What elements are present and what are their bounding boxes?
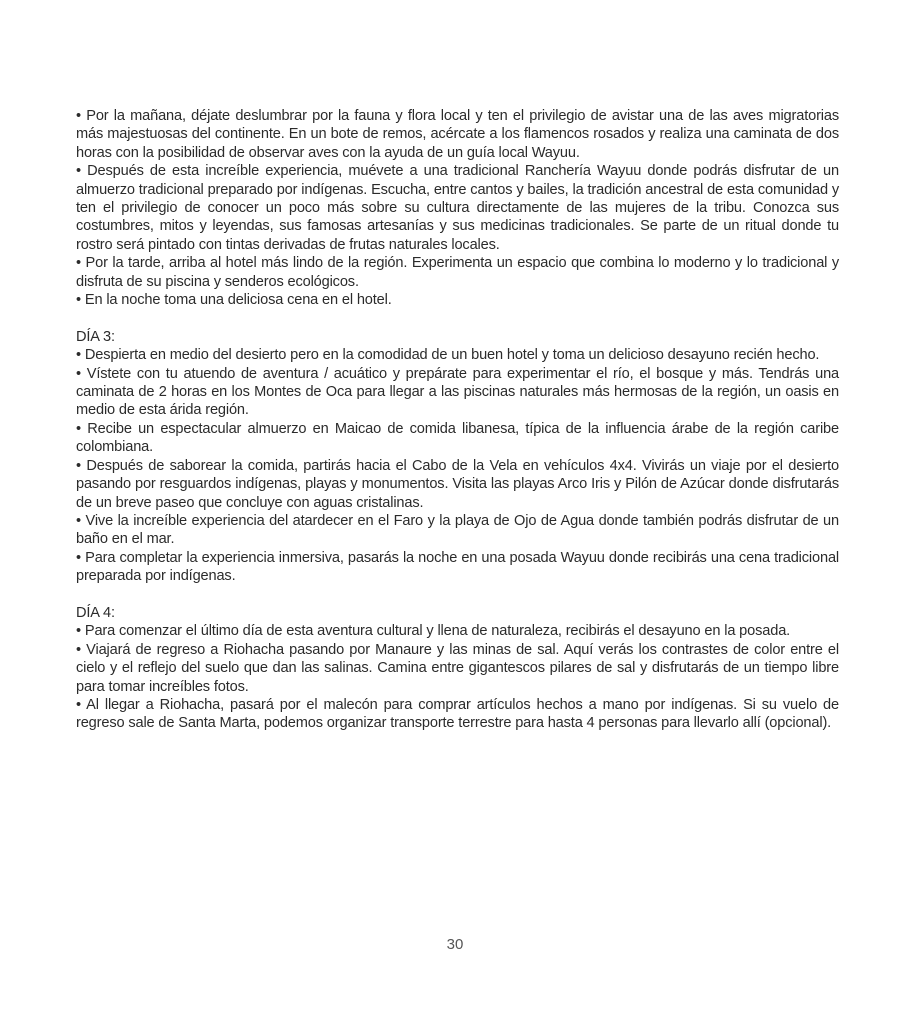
paragraph-bullet: • Recibe un espectacular almuerzo en Maicao de comida libanesa, típica de la influencia árabe de la región caribe colombiana. [76,420,839,456]
day4-section [76,604,839,733]
paragraph-bullet: • Al llegar a Riohacha, pasará por el malecón para comprar artículos hechos a mano por indígenas. Si su vuelo de regreso sale de Santa Marta, podemos organizar transporte terrestre para hasta 4 personas para llevarlo allí (opcional). [76,696,839,732]
document-body [76,107,839,733]
paragraph-bullet: • Para comenzar el último día de esta aventura cultural y llena de naturaleza, recibirás el desayuno en la posada. [76,623,791,640]
paragraph-bullet: • En la noche toma una deliciosa cena en el hotel. [76,292,392,309]
day3-section [76,328,839,586]
paragraph-bullet: • Viajará de regreso a Riohacha pasando por Manaure y las minas de sal. Aquí verás los contrastes de color entre el cielo y el reflejo del suelo que dan las salinas. Camina entre gigantescos pilares de sal y disfrutarás de un tiempo libre para tomar increíbles fotos. [76,641,839,695]
paragraph-bullet: • Después de esta increíble experiencia, muévete a una tradicional Ranchería Wayuu donde podrás disfrutar de un almuerzo tradicional preparado por indígenas. Escucha, entre cantos y bailes, la tradición ancestral de esta comunidad y ten el privilegio de conocer un poco más sobre su cultura directamente de las mujeres de la tribu. Conozca sus costumbres, mitos y leyendas, sus famosas artesanías y sus medicinas tradicionales. Se parte de un ritual donde tu rostro será pintado con tintas derivadas de frutas naturales locales. [76,163,839,253]
day2-continued-section [76,107,839,309]
day3-heading: DÍA 3: [76,328,115,345]
day4-heading: DÍA 4: [76,604,115,621]
paragraph-bullet: • Después de saborear la comida, partirás hacia el Cabo de la Vela en vehículos 4x4. Vivirás un viaje por el desierto pasando por resguardos indígenas, playas y monumentos. Visita las playas Arco Iris y Pilón de Azúcar donde disfrutarás de un breve paseo que concluye con aguas cristalinas. [76,457,839,511]
page-number: 30 [446,936,464,953]
paragraph-bullet: • Despierta en medio del desierto pero en la comodidad de un buen hotel y toma un delicioso desayuno recién hecho. [76,347,820,364]
paragraph-bullet: • Vive la increíble experiencia del atardecer en el Faro y la playa de Ojo de Agua donde también podrás disfrutar de un baño en el mar. [76,512,839,548]
paragraph-bullet: • Por la tarde, arriba al hotel más lindo de la región. Experimenta un espacio que combina lo moderno y lo tradicional y disfruta de su piscina y senderos ecológicos. [76,255,839,290]
paragraph-bullet: • Para completar la experiencia inmersiva, pasarás la noche en una posada Wayuu donde recibirás una cena tradicional preparada por indígenas. [76,549,839,585]
paragraph-bullet: • Por la mañana, déjate deslumbrar por la fauna y flora local y ten el privilegio de avistar una de las aves migratorias más majestuosas del continente. En un bote de remos, acércate a los flamencos rosados y realiza una caminata de dos horas con la posibilidad de observar aves con la ayuda de un guía local Wayuu. [76,108,839,161]
paragraph-bullet: • Vístete con tu atuendo de aventura / acuático y prepárate para experimentar el río, el bosque y más. Tendrás una caminata de 2 horas en los Montes de Oca para llegar a las piscinas naturales más hermosas de la región, un oasis en medio de esta árida región. [76,365,839,419]
